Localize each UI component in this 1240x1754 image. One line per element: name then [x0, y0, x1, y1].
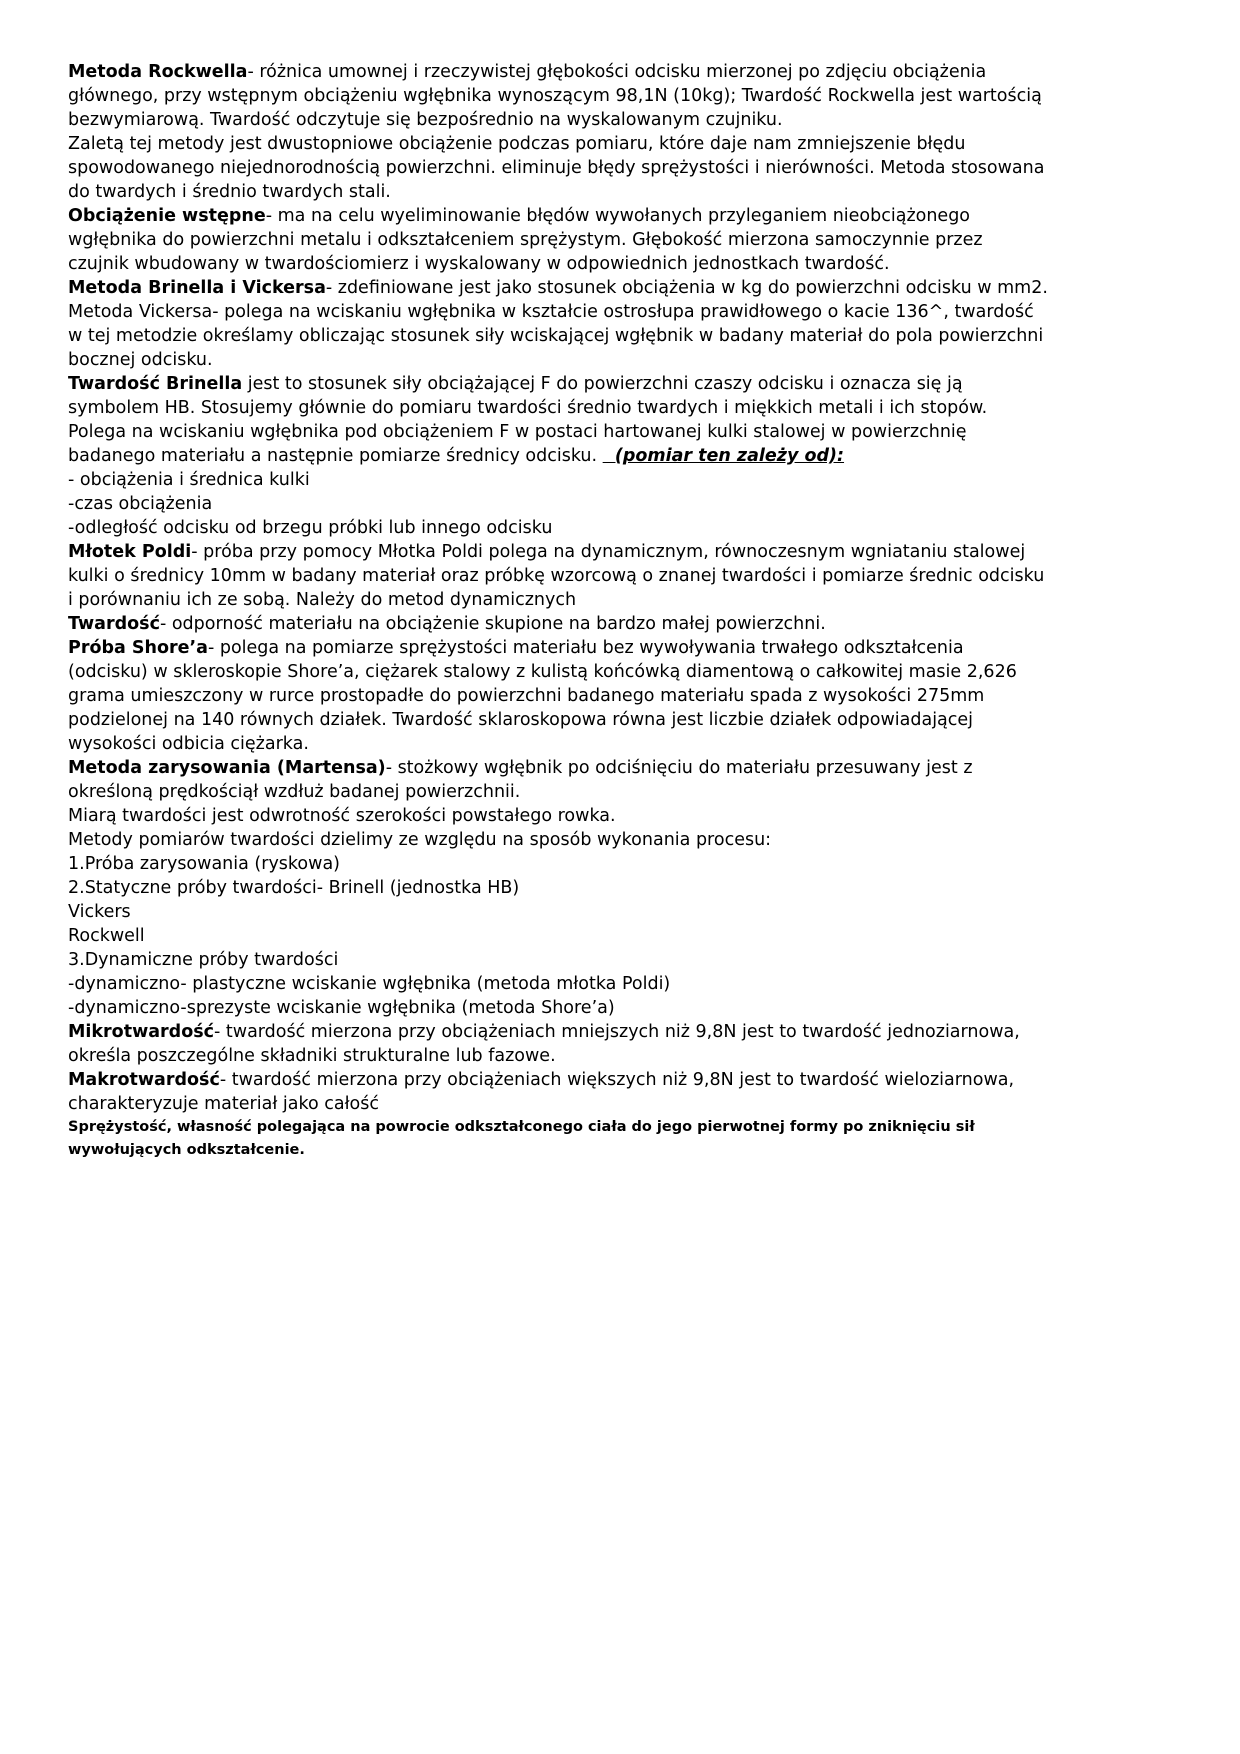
paragraph-metoda-brinella-i-vickersa: [68, 276, 1048, 300]
text-run: - różnica umownej i rzeczywistej głębokości odcisku mierzonej po zdjęciu obciążenia głównego, przy wstępnym obciążeniu wgłębnika wynoszącym 98,1N (10kg); Twardość Rockwella jest wartością bezwymiarową. Twardość odczytuje się bezpośrednio na wyskalowanym czujniku.: [68, 62, 1042, 130]
text-run: 3.Dynamiczne próby twardości: [68, 950, 339, 970]
text-run: - obciążenia i średnica kulki: [68, 470, 310, 490]
list-item-rockwell: [68, 924, 1048, 948]
term-twardosc: Twardość: [68, 614, 160, 634]
term-mlotek-poldi: Młotek Poldi: [68, 542, 192, 562]
text-run: Vickers: [68, 902, 131, 922]
list-item-czas-obciazenia: [68, 492, 1048, 516]
term-sprezystosc: Sprężystość,: [68, 1119, 172, 1135]
list-item-obciazenia-i-srednica: [68, 468, 1048, 492]
paragraph-zaleta-metody: [68, 132, 1048, 204]
text-run: - twardość mierzona przy obciążeniach większych niż 9,8N jest to twardość wieloziarnowa, charakteryzuje materiał jako całość: [68, 1070, 1015, 1114]
text-run: Rockwell: [68, 926, 145, 946]
paragraph-metody-pomiarow: [68, 828, 1048, 852]
text-run: - zdefiniowane jest jako stosunek obciążenia w kg do powierzchni odcisku w mm2.: [325, 278, 1048, 298]
paragraph-metoda-rockwella: [68, 60, 1048, 132]
text-run: -czas obciążenia: [68, 494, 213, 514]
list-item-dynamiczne-proby: [68, 948, 1048, 972]
paragraph-makrotwardosc: [68, 1068, 1048, 1116]
text-run: - polega na pomiarze sprężystości materiału bez wywoływania trwałego odkształcenia (odcisku) w skleroskopie Shore’a, ciężarek stalowy z kulistą końcówką diamentową o całkowitej masie 2,626 grama umieszczony w rurce prostopadłe do powierzchni badanego materiału spada z wysokości 275mm podzielonej na 140 równych działek. Twardość sklaroskopowa równa jest liczbie działek odpowiadającej wysokości odbicia ciężarka.: [68, 638, 1017, 754]
text-run: Metody pomiarów twardości dzielimy ze względu na sposób wykonania procesu:: [68, 830, 772, 850]
list-item-proba-zarysowania: [68, 852, 1048, 876]
text-run: 1.Próba zarysowania (ryskowa): [68, 854, 340, 874]
text-run: jest to stosunek siły obciążającej F do powierzchni czaszy odcisku i oznacza się ją symbolem HB. Stosujemy głównie do pomiaru twardości średnio twardych i miękkich metali i ich stopów. Polega na wciskaniu wgłębnika pod obciążeniem F w postaci hartowanej kulki stalowej w powierzchnię badanego materiału a następnie pomiarze średnicy odcisku.: [68, 374, 988, 466]
paragraph-miara-twardosci: [68, 804, 1048, 828]
list-item-dynamiczno-plastyczne: [68, 972, 1048, 996]
text-run: 2.Statyczne próby twardości- Brinell (jednostka HB): [68, 878, 520, 898]
text-run: - twardość mierzona przy obciążeniach mniejszych niż 9,8N jest to twardość jednoziarnowa, określa poszczególne składniki strukturalne lub fazowe.: [68, 1022, 1020, 1066]
paragraph-proba-shorea: [68, 636, 1048, 756]
text-run: -odległość odcisku od brzegu próbki lub innego odcisku: [68, 518, 553, 538]
paragraph-metoda-vickersa: [68, 300, 1048, 372]
text-run: - próba przy pomocy Młotka Poldi polega na dynamicznym, równoczesnym wgniataniu stalowej kulki o średnicy 10mm w badany materiał oraz próbkę wzorcową o znanej twardości i pomiarze średnic odcisku i porównaniu ich ze sobą. Należy do metod dynamicznych: [68, 542, 1045, 610]
text-run: -dynamiczno- plastyczne wciskanie wgłębnika (metoda młotka Poldi): [68, 974, 671, 994]
paragraph-mlotek-poldi: [68, 540, 1048, 612]
list-item-odleglosc-odcisku: [68, 516, 1048, 540]
term-makrotwardosc: Makrotwardość: [68, 1070, 220, 1090]
term-metoda-brinella-i-vickersa: Metoda Brinella i Vickersa: [68, 278, 326, 298]
text-run: - stożkowy wgłębnik po odciśnięciu do materiału przesuwany jest z określoną prędkościął wzdłuż badanej powierzchnii.: [68, 758, 973, 802]
term-mikrotwardosc: Mikrotwardość: [68, 1022, 215, 1042]
text-run: -dynamiczno-sprezyste wciskanie wgłębnika (metoda Shore’a): [68, 998, 615, 1018]
text-run: Metoda Vickersa- polega na wciskaniu wgłębnika w kształcie ostrosłupa prawidłowego o kacie 136^, twardość w tej metodzie określamy obliczając stosunek siły wciskającej wgłębnik w badany materiał do pola powierzchni bocznej odcisku.: [68, 302, 1044, 370]
list-item-dynamiczno-sprezyste: [68, 996, 1048, 1020]
paragraph-twardosc: [68, 612, 1048, 636]
text-run: Zaletą tej metody jest dwustopniowe obciążenie podczas pomiaru, które daje nam zmniejszenie błędu spowodowanego niejednorodnością powierzchni. eliminuje błędy sprężystości i nierówności. Metoda stosowana do twardych i średnio twardych stali.: [68, 134, 1045, 202]
term-twardosc-brinella: Twardość Brinella: [68, 374, 243, 394]
paragraph-twardosc-brinella: [68, 372, 1048, 468]
text-run: Miarą twardości jest odwrotność szerokości powstałego rowka.: [68, 806, 616, 826]
list-item-vickers: [68, 900, 1048, 924]
text-run: - odporność materiału na obciążenie skupione na bardzo małej powierzchni.: [159, 614, 826, 634]
underlined-note: (pomiar ten zależy od):: [602, 446, 845, 466]
term-metoda-rockwella: Metoda Rockwella: [68, 62, 248, 82]
paragraph-metoda-zarysowania: [68, 756, 1048, 804]
term-metoda-zarysowania: Metoda zarysowania (Martensa): [68, 758, 386, 778]
term-obciazenie-wstepne: Obciążenie wstępne: [68, 206, 266, 226]
paragraph-mikrotwardosc: [68, 1020, 1048, 1068]
text-run: własność polegająca na powrocie odkształconego ciała do jego pierwotnej formy po zniknięciu sił wywołujących odkształcenie.: [68, 1119, 975, 1158]
term-proba-shorea: Próba Shore’a: [68, 638, 208, 658]
paragraph-obciazenie-wstepne: [68, 204, 1048, 276]
list-item-statyczne-proby: [68, 876, 1048, 900]
paragraph-sprezystosc: [68, 1116, 1048, 1162]
text-run: - ma na celu wyeliminowanie błędów wywołanych przyleganiem nieobciążonego wgłębnika do powierzchni metalu i odkształceniem sprężystym. Głębokość mierzona samoczynnie przez czujnik wbudowany w twardościomierz i wyskalowany w odpowiednich jednostkach twardość.: [68, 206, 983, 274]
